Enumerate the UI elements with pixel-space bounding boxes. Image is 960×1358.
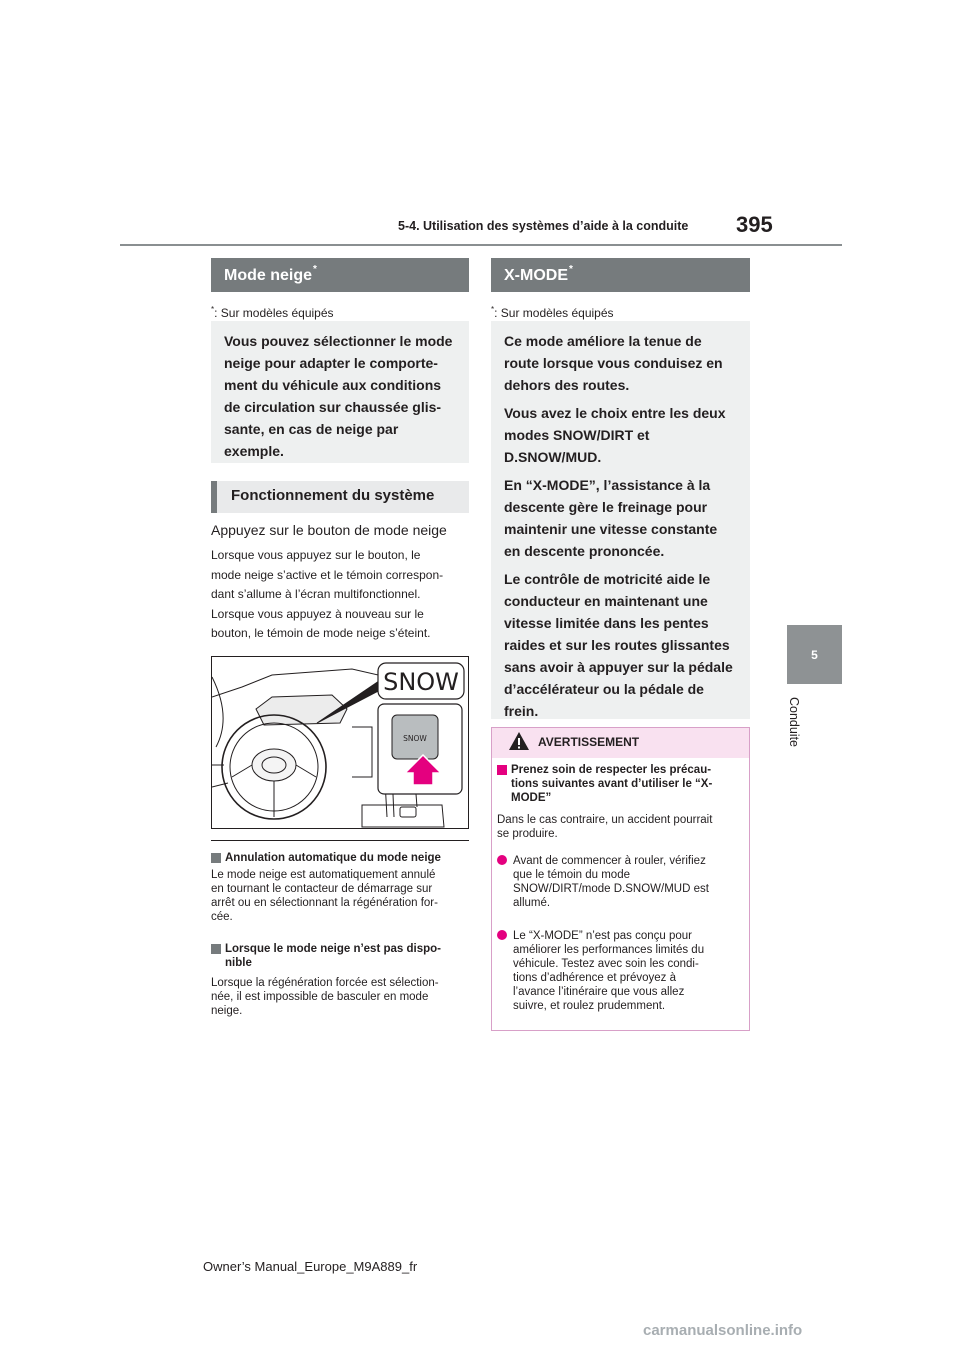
desc-line: Le contrôle de motricité aide le [504,571,711,587]
square-bullet-icon [211,944,221,954]
note-title [211,851,441,865]
footnote-marker: * [491,305,495,314]
note-body [211,976,439,1018]
bullet-line: SNOW/DIRT/mode D.SNOW/MUD est [513,883,709,895]
bullet-line: tions d’adhérence et prévoyez à [513,972,677,984]
round-bullet-icon [497,855,507,865]
desc-line: frein. [504,703,539,719]
intro-box [211,321,469,463]
desc-line: En “X-MODE”, l’assistance à la [504,477,711,493]
warning-triangle-icon [508,731,530,751]
chapter-tab: 5 [787,625,842,684]
section-title: Mode neige [224,267,313,284]
intro-line: ment du véhicule aux conditions [224,377,442,393]
note-body [211,868,438,924]
page-number: 395 [736,212,773,237]
warning-subtitle-line: tions suivantes avant d’utiliser le “X- [511,778,713,790]
intro-line: neige pour adapter le comporte- [224,355,438,371]
body-paragraph [211,546,443,644]
desc-line: modes SNOW/DIRT et [504,427,650,443]
header-rule [120,244,842,246]
chapter-label [780,692,808,752]
warning-subtitle [497,763,712,805]
dashboard-illustration [211,656,469,829]
footnote-marker: * [211,305,215,314]
dashboard-drawing [212,657,469,829]
desc-line: en descente prononcée. [504,543,665,559]
running-head: 5-4. Utilisation des systèmes d’aide à la conduite [398,219,689,233]
desc-line: descente gère le freinage pour [504,499,708,515]
intro-line: sante, en cas de neige par [224,421,399,437]
manual-id: Owner’s Manual_Europe_M9A889_fr [203,1259,418,1274]
note-line: Lorsque la régénération forcée est sélection- [211,977,439,989]
section-title: X-MODE [504,267,568,284]
desc-line: conducteur en maintenant une [504,593,708,609]
note-line: cée. [211,911,233,923]
desc-line: Ce mode améliore la tenue de [504,333,702,349]
x-mode-description-box [491,321,750,719]
desc-line: maintenir une vitesse constante [504,521,718,537]
chapter-label-text: Conduite [787,696,801,748]
footnote-text: : Sur modèles équipés [214,306,334,320]
warning-bullet [497,929,704,1013]
body-line: mode neige s’active et le témoin correspon- [211,567,444,582]
warning-subtitle-line: Prenez soin de respecter les précau- [511,764,712,776]
step-text: Appuyez sur le bouton de mode neige [211,522,447,538]
round-bullet-icon [497,930,507,940]
title-marker: * [313,264,317,275]
bullet-line: que le témoin du mode [513,869,630,881]
desc-line: dehors des routes. [504,377,630,393]
desc-line: Vous avez le choix entre les deux [504,405,726,421]
note-title-line: Lorsque le mode neige n’est pas dispo- [225,943,441,955]
bullet-line: véhicule. Testez avec soin les condi- [513,958,699,970]
note-title [211,942,441,970]
footnote [211,305,334,320]
intro-line: exemple. [224,443,284,459]
desc-line: vitesse limitée dans les pentes [504,615,709,631]
intro-line: de circulation sur chaussée glis- [224,399,442,415]
warning-heading: AVERTISSEMENT [538,735,640,749]
desc-line: raides et sur les routes glissantes [504,637,730,653]
note-line: née, il est impossible de basculer en mode [211,991,429,1003]
warning-body [497,813,712,841]
warning-body-line: se produire. [497,828,558,840]
note-line: Le mode neige est automatiquement annulé [211,869,436,881]
footnote [491,305,614,320]
bullet-line: améliorer les performances limités du [513,944,705,956]
section-banner-snow-mode [211,258,469,292]
square-bullet-icon [497,765,507,775]
illustration-rule [211,840,469,841]
note-title-line: Annulation automatique du mode neige [225,852,441,864]
watermark[interactable]: carmanualsonline.info [643,1322,803,1339]
warning-body-line: Dans le cas contraire, un accident pourrait [497,814,713,826]
bullet-line: Avant de commencer à rouler, vérifiez [513,855,706,867]
warning-bullet [497,854,709,910]
snow-callout-label: SNOW [383,668,459,696]
bullet-line: allumé. [513,897,551,909]
bullet-line: l’avance l’itinéraire que vous allez [513,986,685,998]
subsection-heading: Fonctionnement du système [211,481,469,513]
body-line: Lorsque vous appuyez à nouveau sur le [211,606,424,621]
desc-line: sans avoir à appuyer sur la pédale [504,659,733,675]
footnote-text: : Sur modèles équipés [494,306,614,320]
desc-line: route lorsque vous conduisez en [504,355,723,371]
body-line: dant s’allume à l’écran multifonctionnel. [211,587,421,602]
note-line: en tournant le contacteur de démarrage sur [211,883,433,895]
note-line: arrêt ou en sélectionnant la régénération for- [211,897,438,909]
snow-button-label: SNOW [403,734,427,743]
square-bullet-icon [211,853,221,863]
title-marker: * [569,264,573,275]
note-title-line: nible [225,957,252,969]
bullet-line: suivre, et roulez prudemment. [513,1000,666,1012]
note-line: neige. [211,1005,243,1017]
desc-line: D.SNOW/MUD. [504,449,602,465]
desc-line: d’accélérateur ou la pédale de [504,681,704,697]
warning-subtitle-line: MODE” [511,792,552,804]
bullet-line: Le “X-MODE” n’est pas conçu pour [513,930,692,942]
body-line: Lorsque vous appuyez sur le bouton, le [211,548,421,562]
body-line: bouton, le témoin de mode neige s’éteint. [211,626,431,641]
section-banner-x-mode [491,258,750,292]
intro-line: Vous pouvez sélectionner le mode [224,333,453,349]
